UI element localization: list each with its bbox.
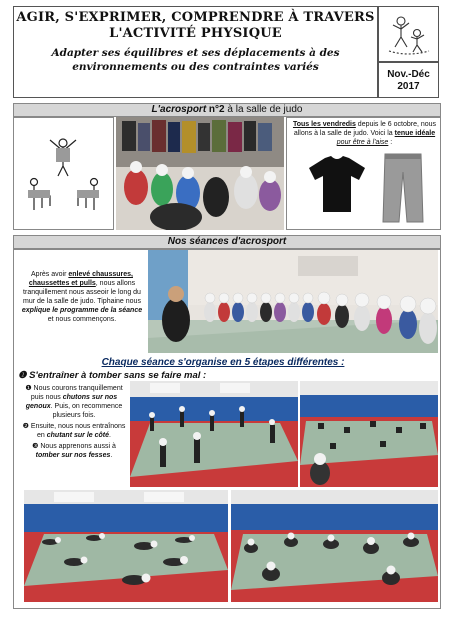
step1-b1: ❷ Ensuite, nous nous entraînons en <box>22 423 126 439</box>
step1-a2: . Puis, on recommence plusieurs fois. <box>50 403 123 419</box>
section1-title-bar <box>13 103 441 117</box>
pyramid-illustration-box <box>13 117 114 230</box>
step1-c1: ❸ Nous apprenons aussi à <box>32 443 116 450</box>
step1-b-em: chutant sur le côté <box>46 432 109 439</box>
section1-title-italic: L'acrosport <box>151 104 207 115</box>
steps-heading: Chaque séance s'organise en 5 étapes différentes : <box>101 357 345 368</box>
section2-title-bar <box>13 235 441 249</box>
photo-side-falls <box>24 490 228 602</box>
photo-cloakroom <box>116 117 284 230</box>
header-subtitle-line2: environnements ou des contraintes variés <box>72 61 319 73</box>
photo-cloakroom-drawing <box>116 117 284 230</box>
step1-text-a <box>20 384 128 420</box>
photo-kneeling-drawing <box>300 381 438 487</box>
acrobat-pyramid-icon <box>14 118 113 229</box>
date-year: 2017 <box>397 81 420 92</box>
intro-text-removed: enlevé chaussures, chaussettes et pulls <box>28 271 133 287</box>
intro-text-explain: explique le programme de la séance <box>21 307 143 314</box>
step1-c-em: tomber sur nos fesses <box>35 452 111 459</box>
outfit-text-forit: pour être à l'aise <box>336 139 389 146</box>
step1-a1: ❶ Nous courons tranquillement puis nous <box>25 385 123 401</box>
step1-c2: . <box>110 452 113 459</box>
section1-title-num: n°2 <box>206 104 225 115</box>
section1-title-rest: à la salle de judo <box>224 104 303 115</box>
date-box <box>378 62 439 98</box>
step1-b2: . <box>109 432 111 439</box>
step1-text <box>20 384 128 460</box>
step1-heading: ❶ S'entraîner à tomber sans se faire mal : <box>18 370 207 381</box>
outfit-text-1: depuis le 6 octobre, nous allons à la salle de judo. Voici la <box>293 121 437 137</box>
kids-logo-icon <box>379 7 438 61</box>
header-title-line1: AGIR, S'EXPRIMER, COMPRENDRE À TRAVERS <box>16 10 375 25</box>
step1-a-em: chutons sur nos genoux <box>25 394 118 410</box>
photo-bottom-falls-drawing <box>231 490 438 602</box>
date-period: Nov.-Déc <box>387 69 430 80</box>
section2-title: Nos séances d'acrosport <box>167 236 287 247</box>
intro-text-1: Après avoir <box>31 271 69 278</box>
photo-sitting-drawing <box>148 250 438 353</box>
sweatpants-icon <box>381 152 425 224</box>
photo-sitting-along-wall <box>148 250 438 353</box>
page-header <box>13 6 439 98</box>
kids-logo <box>378 6 439 62</box>
photo-running-mats <box>130 381 298 487</box>
intro-text-2: , nous allons tranquillement nous asseoir le long du mur de la salle de judo. Tiphaine nous <box>23 280 141 305</box>
outfit-text-lead: Tous les vendredis <box>292 121 356 128</box>
header-title-line2: L'ACTIVITÉ PHYSIQUE <box>109 26 282 41</box>
intro-text <box>20 270 144 324</box>
header-title-box <box>13 6 378 98</box>
outfit-text <box>290 120 439 147</box>
outfit-text-3: : <box>388 139 393 146</box>
photo-running-drawing <box>130 381 298 487</box>
photo-bottom-falls <box>231 490 438 602</box>
step1-text-b <box>20 422 128 440</box>
step1-text-c <box>20 442 128 460</box>
outfit-box <box>286 117 441 230</box>
photo-side-falls-drawing <box>24 490 228 602</box>
tshirt-icon <box>307 154 367 214</box>
outfit-text-ideal: tenue idéale <box>394 130 436 137</box>
photo-kneeling-falls <box>300 381 438 487</box>
intro-text-3: et nous commençons. <box>47 316 117 323</box>
header-subtitle-line1: Adapter ses équilibres et ses déplacements à des <box>51 47 340 59</box>
